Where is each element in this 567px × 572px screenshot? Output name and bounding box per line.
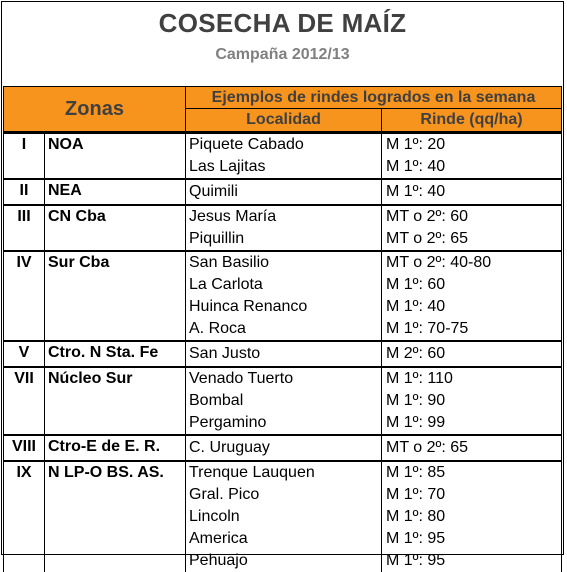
zone-number: IX [4, 461, 45, 572]
localidad-cell: Piquete Cabado [186, 133, 382, 157]
table-row [4, 341, 562, 367]
table-row [4, 205, 562, 228]
zone-number: VIII [4, 435, 45, 461]
rinde-cell: M 1º: 95 [382, 550, 562, 572]
localidad-cell: Trenque Lauquen [186, 461, 382, 484]
table-body [4, 133, 562, 572]
table-row [4, 461, 562, 484]
zone-number: II [4, 179, 45, 205]
rinde-cell: MT o 2º: 40-80 [382, 251, 562, 274]
rinde-cell: M 1º: 70-75 [382, 318, 562, 341]
rinde-cell: MT o 2º: 60 [382, 205, 562, 228]
localidad-cell: Piquillin [186, 228, 382, 251]
table-row [4, 179, 562, 205]
header-rinde: Rinde (qq/ha) [382, 109, 562, 133]
table-row [4, 133, 562, 157]
table-row [4, 251, 562, 274]
localidad-cell: Huinca Renanco [186, 296, 382, 318]
rinde-cell: MT o 2º: 65 [382, 435, 562, 461]
localidad-cell: Lincoln [186, 506, 382, 528]
localidad-cell: C. Uruguay [186, 435, 382, 461]
rinde-cell: M 1º: 90 [382, 390, 562, 412]
zone-number: I [4, 133, 45, 180]
table-row [4, 435, 562, 461]
localidad-cell: Las Lajitas [186, 156, 382, 179]
rinde-cell: M 1º: 80 [382, 506, 562, 528]
localidad-cell: Venado Tuerto [186, 367, 382, 390]
rinde-cell: M 1º: 70 [382, 484, 562, 506]
localidad-cell: Pergamino [186, 412, 382, 435]
localidad-cell: Gral. Pico [186, 484, 382, 506]
rinde-cell: M 1º: 40 [382, 156, 562, 179]
zone-number: IV [4, 251, 45, 341]
zone-name: CN Cba [45, 205, 186, 251]
localidad-cell: Jesus María [186, 205, 382, 228]
zone-number: V [4, 341, 45, 367]
rinde-cell: M 1º: 110 [382, 367, 562, 390]
zone-number: VII [4, 367, 45, 435]
zone-number: III [4, 205, 45, 251]
localidad-cell: Bombal [186, 390, 382, 412]
header-zonas: Zonas [4, 87, 186, 133]
localidad-cell: San Basilio [186, 251, 382, 274]
zone-name: NEA [45, 179, 186, 205]
localidad-cell: A. Roca [186, 318, 382, 341]
zone-name: N LP-O BS. AS. [45, 461, 186, 572]
rinde-cell: M 1º: 99 [382, 412, 562, 435]
rinde-cell: M 1º: 40 [382, 179, 562, 205]
rinde-cell: M 1º: 85 [382, 461, 562, 484]
header-ejemplos: Ejemplos de rindes logrados en la semana [186, 87, 562, 109]
rinde-cell: M 1º: 60 [382, 274, 562, 296]
page-subtitle: Campaña 2012/13 [2, 46, 563, 64]
header-localidad: Localidad [186, 109, 382, 133]
rinde-cell: M 1º: 95 [382, 528, 562, 550]
localidad-cell: La Carlota [186, 274, 382, 296]
page-title: COSECHA DE MAÍZ [2, 8, 563, 39]
yield-table [3, 86, 562, 572]
rinde-cell: M 1º: 40 [382, 296, 562, 318]
zone-name: Núcleo Sur [45, 367, 186, 435]
localidad-cell: Pehuajo [186, 550, 382, 572]
zone-name: NOA [45, 133, 186, 180]
rinde-cell: M 2º: 60 [382, 341, 562, 367]
zone-name: Ctro-E de E. R. [45, 435, 186, 461]
rinde-cell: MT o 2º: 65 [382, 228, 562, 251]
zone-name: Ctro. N Sta. Fe [45, 341, 186, 367]
table-row [4, 367, 562, 390]
localidad-cell: Quimili [186, 179, 382, 205]
zone-name: Sur Cba [45, 251, 186, 341]
localidad-cell: San Justo [186, 341, 382, 367]
rinde-cell: M 1º: 20 [382, 133, 562, 157]
localidad-cell: America [186, 528, 382, 550]
